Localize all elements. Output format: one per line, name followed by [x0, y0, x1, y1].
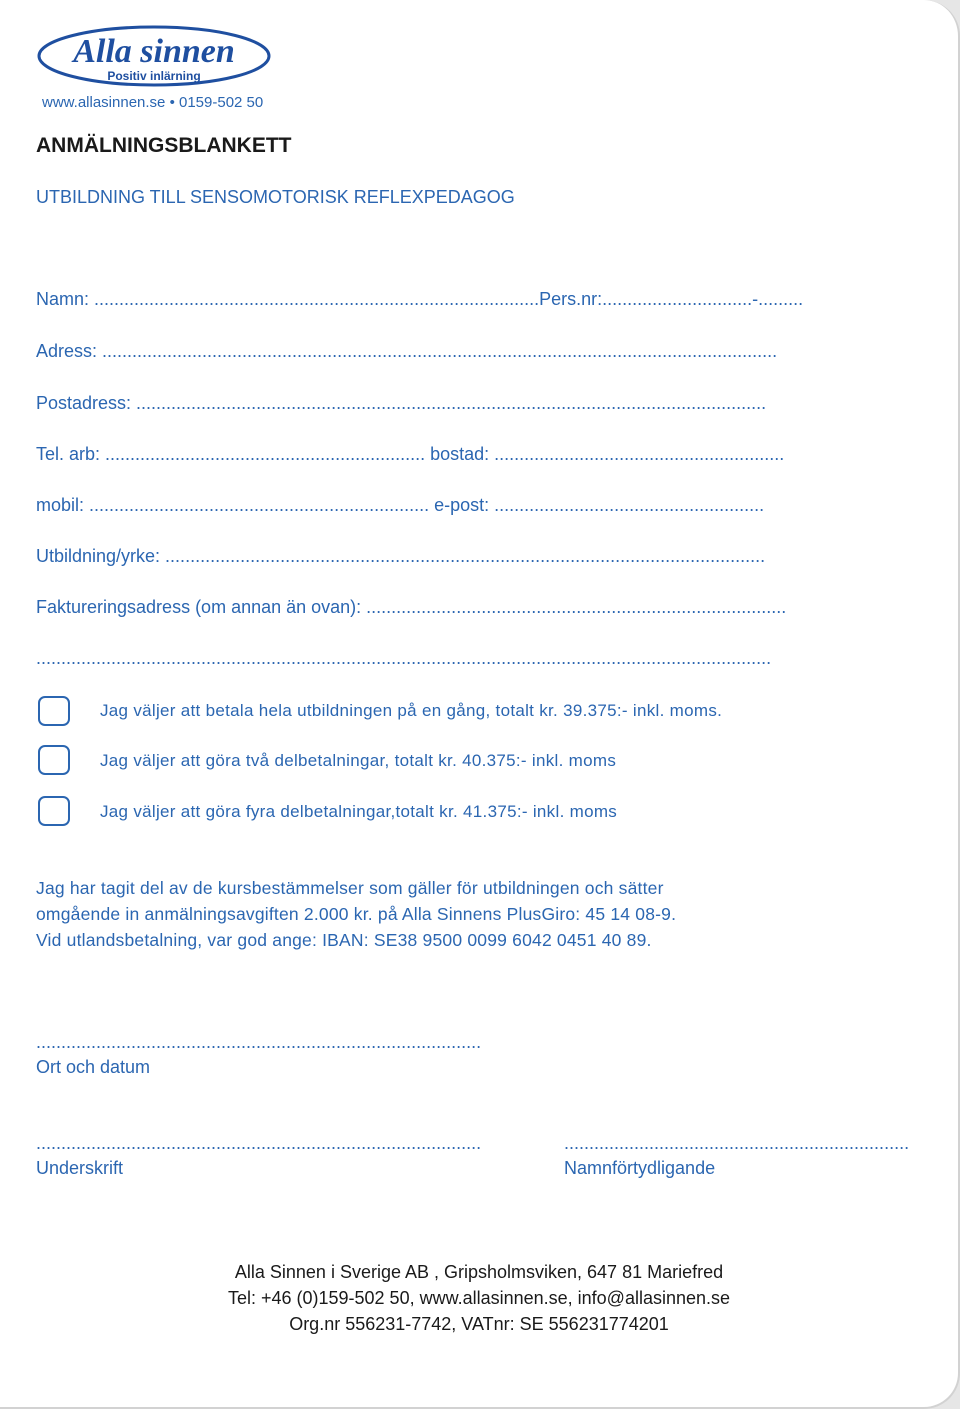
mobile-email-field[interactable]: mobil: .................................................................... e-post: ...................................................... [36, 495, 765, 515]
footer-contact: Tel: +46 (0)159-502 50, www.allasinnen.se, info@allasinnen.se [227, 1288, 731, 1308]
alla-sinnen-logo [36, 22, 272, 88]
payment-option-2-checkbox[interactable] [38, 745, 70, 775]
page-title: ANMÄLNINGSBLANKETT [36, 134, 292, 157]
address-field[interactable]: Adress: ....................................................................................................................................... [36, 341, 778, 361]
payment-option-3-label: Jag väljer att göra fyra delbetalningar,totalt kr. 41.375:- inkl. moms [100, 802, 618, 821]
terms-line-1: Jag har tagit del av de kursbestämmelser som gäller för utbildningen och sätter [36, 878, 664, 898]
payment-option-2-label: Jag väljer att göra två delbetalningar, totalt kr. 40.375:- inkl. moms [100, 751, 617, 770]
terms-line-2: omgående in anmälningsavgiften 2.000 kr. på Alla Sinnens PlusGiro: 45 14 08-9. [36, 904, 677, 924]
place-date-label: Ort och datum [36, 1057, 151, 1077]
postal-address-field[interactable]: Postadress: .............................................................................................................................. [36, 393, 767, 413]
education-field[interactable]: Utbildning/yrke: ........................................................................................................................ [36, 546, 766, 566]
billing-address-continuation[interactable]: ................................................................................................................................................... [36, 648, 772, 668]
place-date-line[interactable]: ......................................................................................... [36, 1032, 482, 1052]
footer-company: Alla Sinnen i Sverige AB , Gripsholmsviken, 647 81 Mariefred [234, 1262, 724, 1282]
signature-label: Underskrift [36, 1158, 124, 1178]
name-field[interactable]: Namn: .........................................................................................Pers.nr:..............................-......... [36, 289, 804, 309]
phone-field[interactable]: Tel. arb: ................................................................ bostad: .......................................................... [36, 444, 785, 464]
billing-address-field[interactable]: Faktureringsadress (om annan än ovan): .................................................................................... [36, 597, 787, 617]
page-subtitle: UTBILDNING TILL SENSOMOTORISK REFLEXPEDAGOG [36, 187, 515, 207]
name-clarification-label: Namnförtydligande [564, 1158, 716, 1178]
contact-line: www.allasinnen.se • 0159-502 50 [42, 94, 264, 111]
signature-line[interactable]: ......................................................................................... [36, 1133, 482, 1153]
terms-line-3: Vid utlandsbetalning, var god ange: IBAN: SE38 9500 0099 6042 0451 40 89. [36, 930, 652, 950]
payment-option-3-checkbox[interactable] [38, 796, 70, 826]
logo-tagline: Positiv inlärning [107, 69, 201, 83]
payment-option-1-label: Jag väljer att betala hela utbildningen på en gång, totalt kr. 39.375:- inkl. moms. [100, 701, 723, 720]
name-clarification-line[interactable]: ..................................................................... [564, 1133, 910, 1153]
footer-org: Org.nr 556231-7742, VATnr: SE 556231774201 [289, 1314, 669, 1334]
logo-name: Alla sinnen [73, 33, 235, 70]
payment-option-1-checkbox[interactable] [38, 696, 70, 726]
